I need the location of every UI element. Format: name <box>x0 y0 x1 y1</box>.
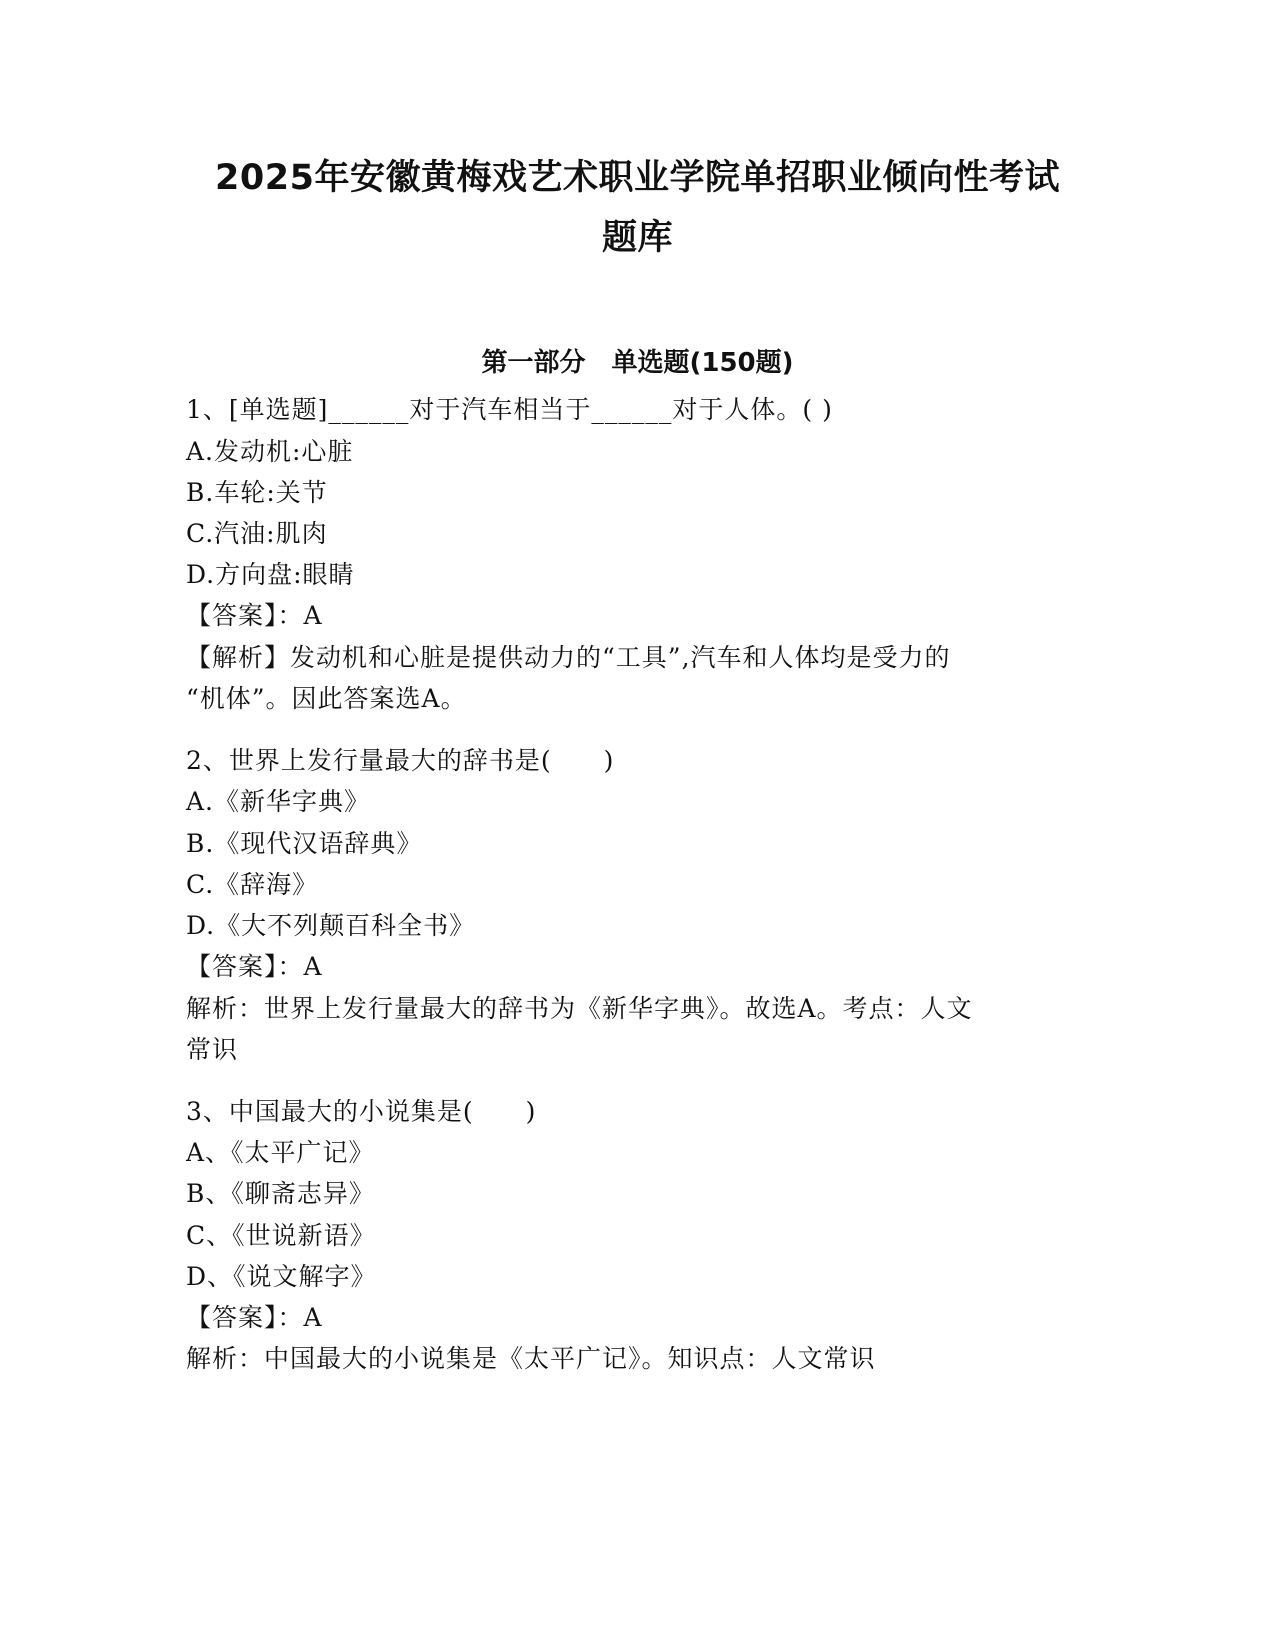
document-title-line-2: 题库 <box>601 218 673 258</box>
question-3-analysis-line-1: 解析：中国最大的小说集是《太平广记》。知识点：人文常识 <box>186 1344 876 1373</box>
document-title <box>150 148 1125 268</box>
question-2-option-d: D.《大不列颠百科全书》 <box>186 911 476 940</box>
question-3-option-b: B、《聊斋志异》 <box>186 1179 375 1208</box>
question-2-option-b: B.《现代汉语辞典》 <box>186 829 423 858</box>
question-2-analysis-line-1: 解析：世界上发行量最大的辞书为《新华字典》。故选A。考点：人文 <box>186 994 973 1023</box>
question-1-option-c: C.汽油:肌肉 <box>186 519 328 548</box>
question-2-option-a: A.《新华字典》 <box>186 787 371 816</box>
question-3-answer: 【答案】：A <box>186 1303 323 1332</box>
question-2-stem: 2、世界上发行量最大的辞书是( ) <box>186 746 615 775</box>
question-1-option-b: B.车轮:关节 <box>186 478 328 507</box>
question-1-option-a: A.发动机:心脏 <box>186 437 354 466</box>
question-2-option-c: C.《辞海》 <box>186 870 319 899</box>
question-1-option-d: D.方向盘:眼睛 <box>186 560 355 589</box>
section-heading: 第一部分 单选题(150题) <box>481 348 794 378</box>
question-3-option-a: A、《太平广记》 <box>186 1138 375 1167</box>
question-2-answer: 【答案】：A <box>186 952 323 981</box>
question-1-answer: 【答案】：A <box>186 601 323 630</box>
question-1-analysis-line-1: 【解析】发动机和心脏是提供动力的“工具”,汽车和人体均是受力的 <box>186 643 951 672</box>
question-3-stem: 3、中国最大的小说集是( ) <box>186 1097 537 1126</box>
question-3-option-d: D、《说文解字》 <box>186 1262 377 1291</box>
question-1-analysis-line-2: “机体”。因此答案选A。 <box>186 684 467 713</box>
question-1-stem: 1、[单选题]______对于汽车相当于______对于人体。( ) <box>186 395 833 424</box>
question-2-analysis-line-2: 常识 <box>186 1035 239 1064</box>
document-title-line-1: 2025年安徽黄梅戏艺术职业学院单招职业倾向性考试 <box>215 158 1060 198</box>
question-3-option-c: C、《世说新语》 <box>186 1221 376 1250</box>
